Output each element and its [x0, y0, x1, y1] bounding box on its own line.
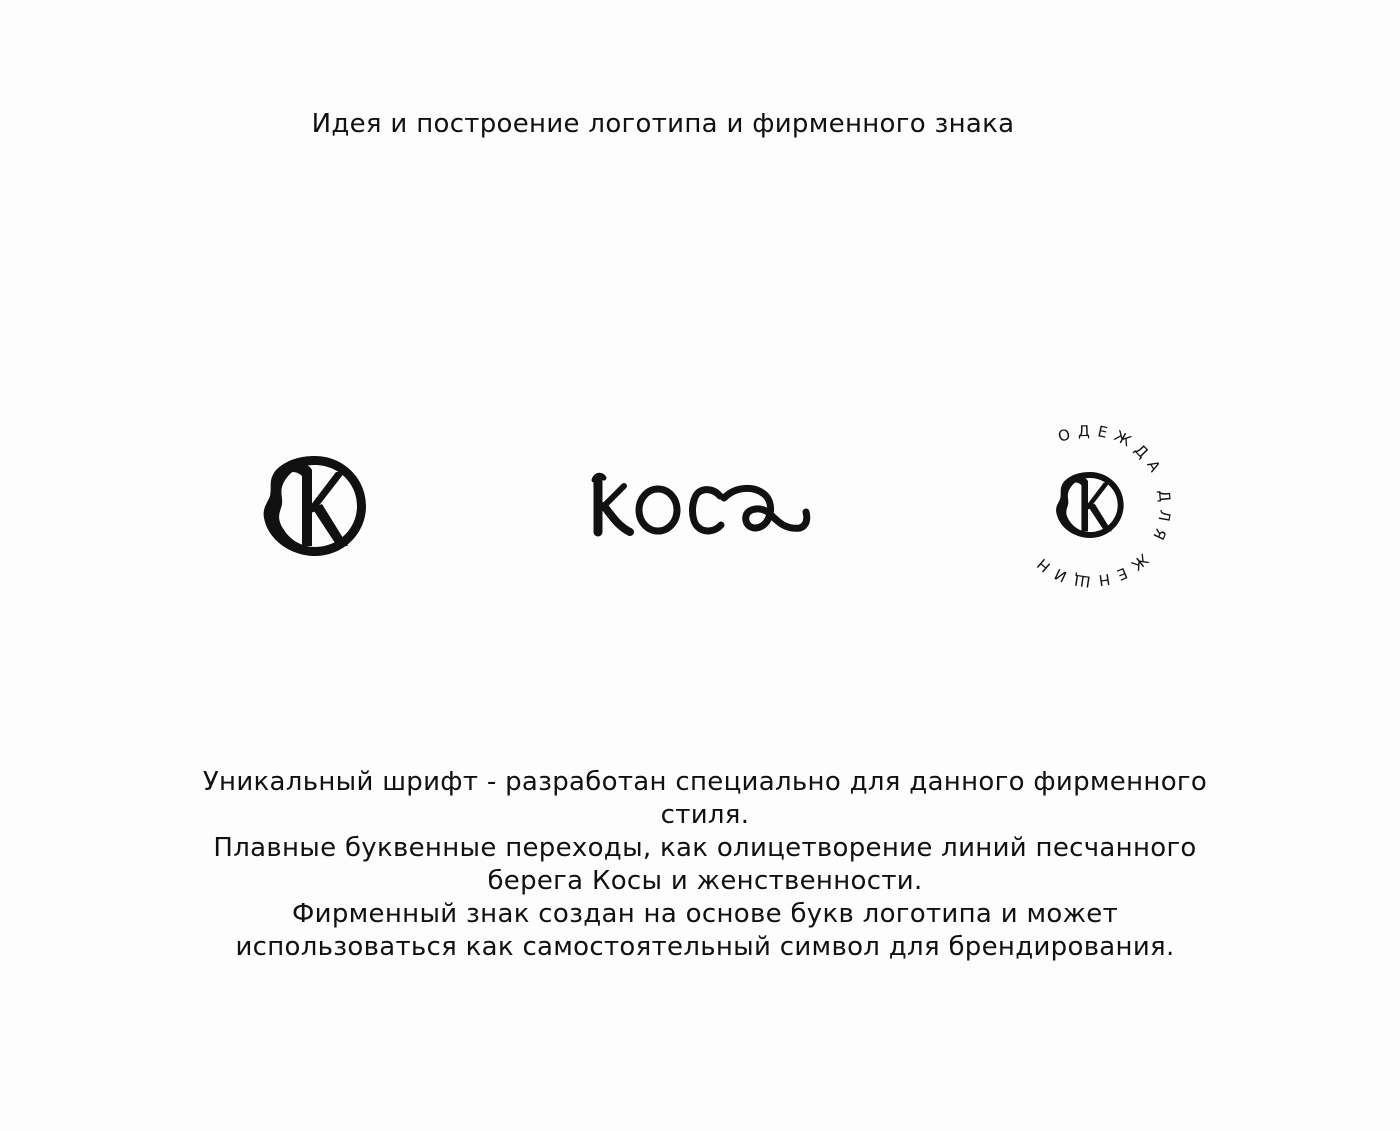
page-heading: Идея и построение логотипа и фирменного знака [311, 109, 1015, 139]
description [180, 766, 1230, 964]
description-line-2: Плавные буквенные переходы, как олицетворение линий песчанного берега Косы и женственности. [213, 833, 1197, 896]
badge-logo [990, 410, 1190, 600]
wordmark-logo [586, 468, 816, 540]
description-line-1: Уникальный шрифт - разработан специально для данного фирменного стиля. [202, 767, 1208, 830]
svg-text:ОДЕЖДА ДЛЯ ЖЕНЩИН [1028, 422, 1174, 591]
badge-ring-text: ОДЕЖДА ДЛЯ ЖЕНЩИН [1028, 421, 1175, 591]
brand-mark-icon [258, 450, 372, 562]
description-line-3: Фирменный знак создан на основе букв логотипа и может использоваться как самостоятельный символ для брендирования. [235, 899, 1175, 962]
